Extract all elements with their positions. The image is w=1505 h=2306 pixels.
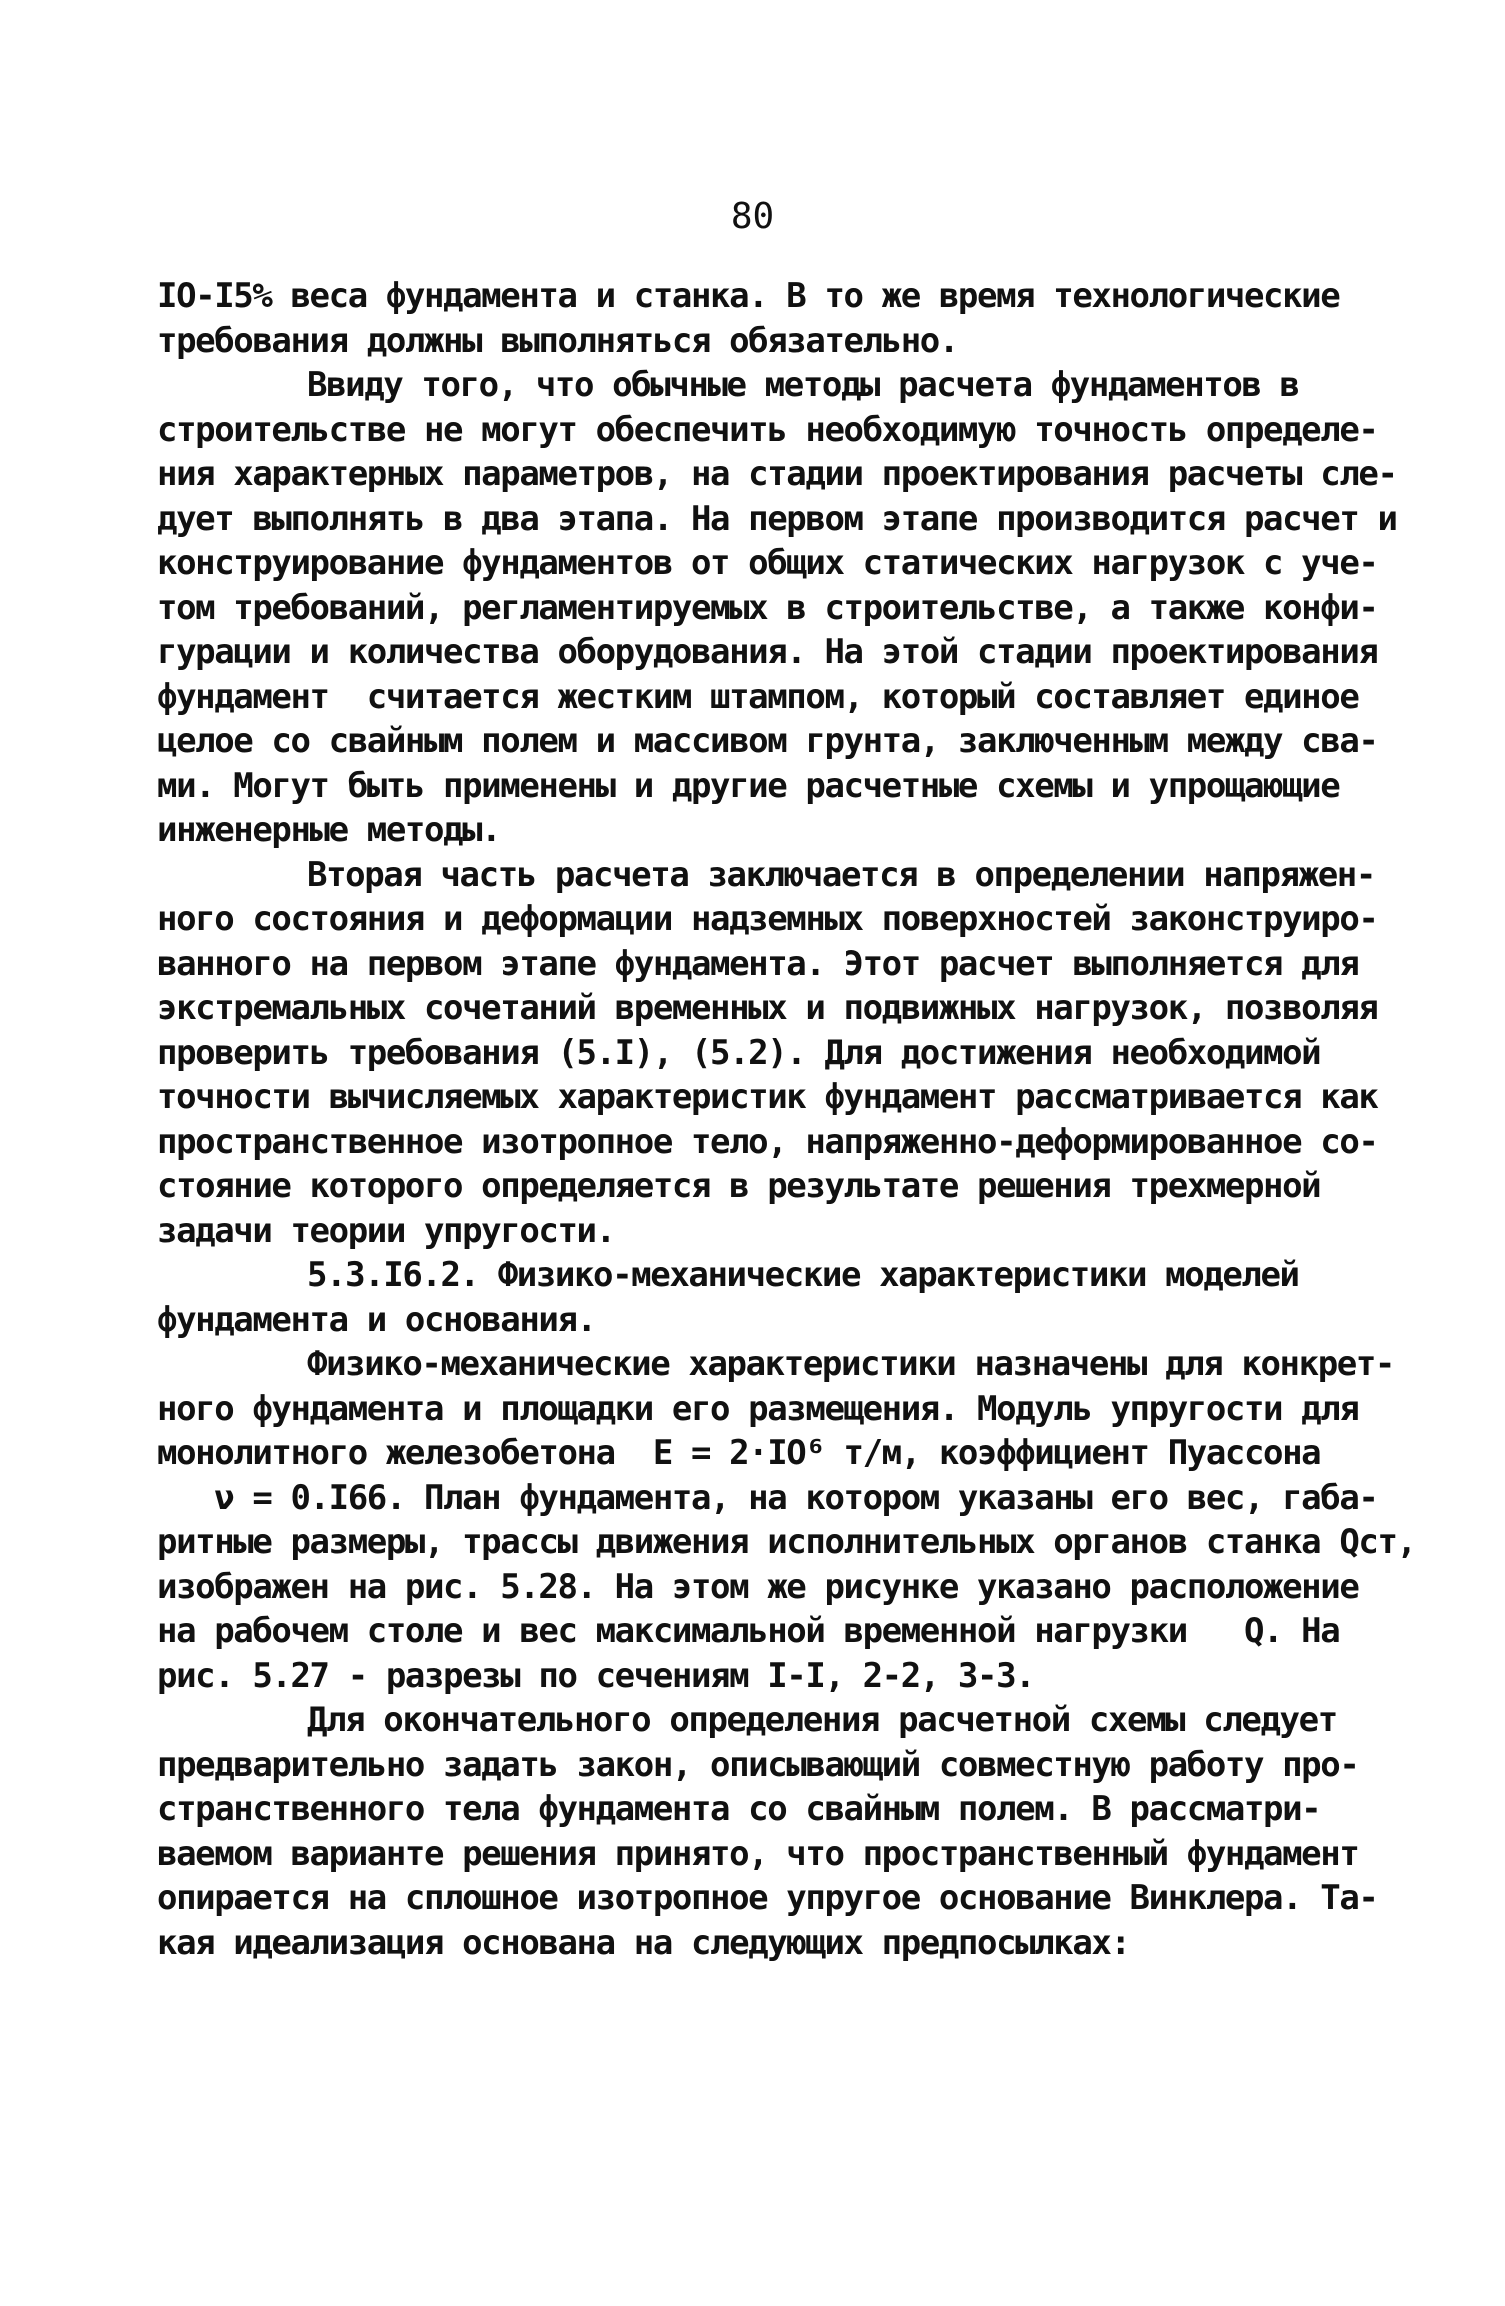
text-line: Для окончательного определения расчетной схемы следует	[307, 1700, 1337, 1740]
text-line: экстремальных сочетаний временных и подвижных нагрузок, позволяя	[157, 988, 1378, 1028]
text-line: дует выполнять в два этапа. На первом этапе производится расчет и	[157, 498, 1397, 539]
text-line: конструирование фундаментов от общих статических нагрузок с уче-	[157, 543, 1378, 583]
text-line: ритные размеры, трассы движения исполнительных органов станка Qст,	[157, 1522, 1416, 1562]
text-line: Физико-механические характеристики назначены для конкрет-	[307, 1344, 1394, 1384]
body-text	[157, 274, 1416, 1965]
text-line: точности вычисляемых характеристик фундамент рассматривается как	[157, 1077, 1378, 1117]
text-line: ного фундамента и площадки его размещения. Модуль упругости для	[157, 1388, 1359, 1429]
text-line: на рабочем столе и вес максимальной временной нагрузки Q. На	[157, 1611, 1340, 1651]
text-line: инженерные методы.	[157, 810, 501, 850]
text-line: Ввиду того, что обычные методы расчета фундаментов в	[307, 365, 1299, 405]
text-line: 5.3.I6.2. Физико-механические характеристики моделей	[307, 1255, 1299, 1295]
text-line: ν = 0.I66. План фундамента, на котором указаны его вес, габа-	[157, 1477, 1378, 1518]
text-line: фундамента и основания.	[157, 1299, 596, 1340]
text-line: требования должны выполняться обязательно.	[157, 320, 958, 361]
text-line: IO-I5% веса фундамента и станка. В то же время технологические	[157, 276, 1340, 316]
text-line: задачи теории упругости.	[157, 1210, 615, 1251]
text-line: фундамент считается жестким штампом, который составляет единое	[157, 676, 1359, 717]
text-line: гурации и количества оборудования. На этой стадии проектирования	[157, 632, 1378, 672]
text-line: пространственное изотропное тело, напряженно-деформированное со-	[157, 1121, 1378, 1162]
text-line: ного состояния и деформации надземных поверхностей законструиро-	[157, 899, 1378, 939]
text-line: стояние которого определяется в результате решения трехмерной	[157, 1166, 1321, 1206]
text-line: том требований, регламентируемых в строительстве, а также конфи-	[157, 587, 1378, 628]
text-line: ния характерных параметров, на стадии проектирования расчеты сле-	[157, 454, 1397, 494]
text-line: строительстве не могут обеспечить необходимую точность определе-	[157, 409, 1378, 450]
text-line: ми. Могут быть применены и другие расчетные схемы и упрощающие	[157, 765, 1340, 806]
text-line: рис. 5.27 - разрезы по сечениям I-I, 2-2, 3-3.	[157, 1655, 1035, 1696]
text-line: Вторая часть расчета заключается в определении напряжен-	[307, 854, 1375, 895]
text-line: целое со свайным полем и массивом грунта, заключенным между сва-	[157, 721, 1378, 761]
text-line: монолитного железобетона E = 2·IO⁶ т/м, коэффициент Пуассона	[157, 1433, 1321, 1473]
text-line: кая идеализация основана на следующих предпосылках:	[157, 1922, 1130, 1963]
text-line: опирается на сплошное изотропное упругое основание Винклера. Та-	[157, 1878, 1378, 1918]
text-line: предварительно задать закон, описывающий совместную работу про-	[157, 1744, 1359, 1785]
page-number: 80	[730, 196, 775, 237]
text-line: ванного на первом этапе фундамента. Этот расчет выполняется для	[157, 943, 1359, 984]
text-line: ваемом варианте решения принято, что пространственный фундамент	[157, 1833, 1359, 1874]
text-line: проверить требования (5.I), (5.2). Для достижения необходимой	[157, 1032, 1321, 1073]
text-line: изображен на рис. 5.28. На этом же рисунке указано расположение	[157, 1566, 1359, 1607]
text-line: странственного тела фундамента со свайным полем. В рассматри-	[157, 1789, 1321, 1829]
